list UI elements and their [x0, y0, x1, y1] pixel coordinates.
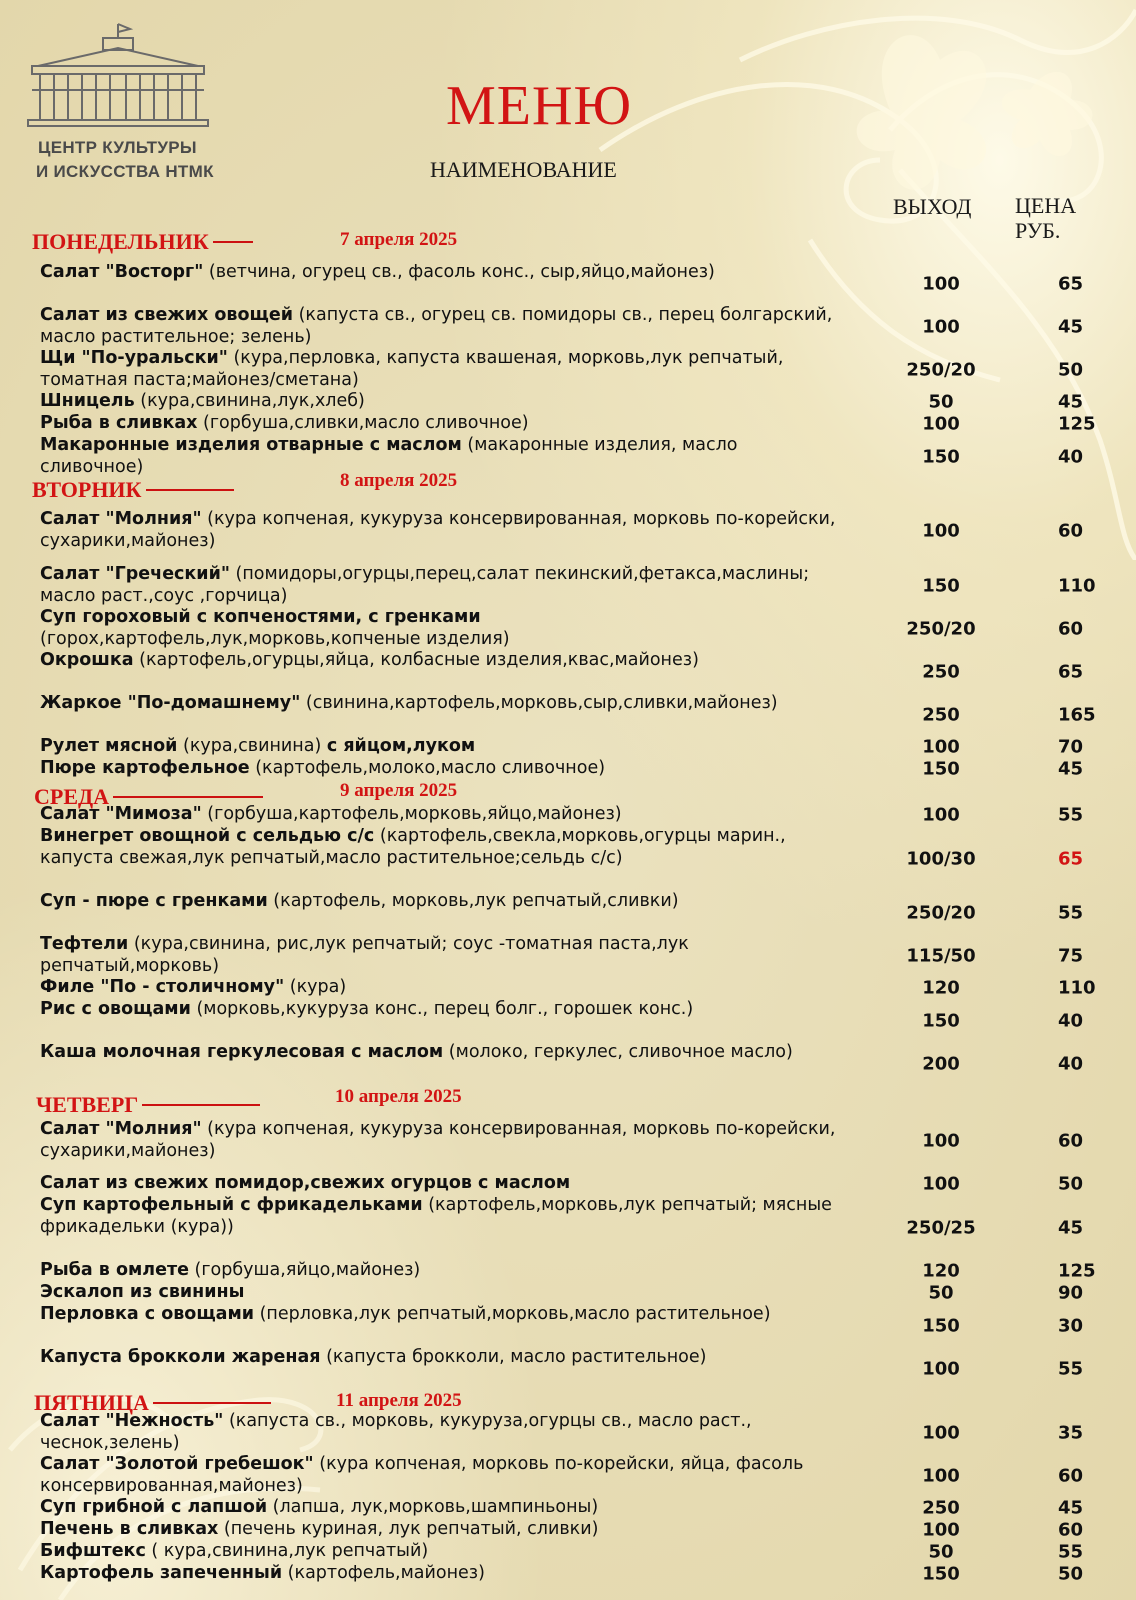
item-name: Рис с овощами: [40, 999, 191, 1019]
item-yield: 100: [922, 1357, 960, 1379]
item-price: 45: [1058, 1216, 1084, 1238]
item-price: 60: [1058, 1519, 1084, 1541]
item-ingredients: (картофель,молоко,масло сливочное): [249, 758, 606, 778]
item-yield: 120: [922, 1260, 960, 1282]
item-ingredients: (кура,перловка, капуста квашеная, морковь,лук репчатый, томатная паста;майонез/сметана): [40, 348, 784, 390]
divider: [146, 489, 234, 491]
item-name: Суп гороховый с копченостями, с гренками: [40, 607, 481, 627]
item-name: Салат "Нежность": [40, 1411, 224, 1431]
item-price: 35: [1058, 1421, 1084, 1443]
item-ingredients: (капуста брокколи, масло растительное): [320, 1347, 707, 1367]
item-yield: 100: [922, 804, 960, 826]
day-heading-monday: [32, 229, 253, 255]
menu-item: [40, 826, 1130, 891]
item-name: Пюре картофельное: [40, 758, 250, 778]
item-name: Капуста брокколи жареная: [40, 1347, 321, 1367]
item-price: 60: [1058, 1464, 1084, 1486]
item-ingredients: (макаронные изделия, масло сливочное): [40, 435, 738, 477]
menu-item: [40, 999, 1130, 1042]
price-column-header: [1015, 193, 1076, 243]
item-yield: 50: [928, 1541, 954, 1563]
day-name: ПЯТНИЦА: [34, 1390, 149, 1415]
item-name: Филе "По - столичному": [40, 977, 285, 997]
menu-item: [40, 934, 1130, 977]
menu-item: [40, 1195, 1130, 1260]
item-ingredients: (печень куриная, лук репчатый, сливки): [218, 1519, 599, 1539]
menu-item: [40, 564, 1130, 607]
item-ingredients: (кура,свинина): [177, 736, 327, 756]
item-yield: 150: [922, 574, 960, 596]
item-price: 50: [1058, 1563, 1084, 1585]
item-ingredients: (картофель, морковь,лук репчатый,сливки): [267, 891, 679, 911]
menu-item: [40, 650, 1130, 693]
item-price: 60: [1058, 1129, 1084, 1151]
day-name: ПОНЕДЕЛЬНИК: [32, 229, 209, 254]
item-price: 50: [1058, 1173, 1084, 1195]
menu-item: [40, 1454, 1130, 1497]
menu-item: [40, 262, 1130, 305]
item-price: 65: [1058, 660, 1084, 682]
menu-item: [40, 607, 1130, 650]
item-ingredients: (капуста св., морковь, кукуруза,огурцы св., масло раст., чеснок,зелень): [40, 1411, 752, 1453]
item-ingredients: (горох,картофель,лук,морковь,копченые изделия): [40, 628, 510, 649]
item-name-extra: с яйцом,луком: [326, 736, 476, 756]
menu-item: [40, 509, 1130, 552]
item-name: Суп - пюре с гренками: [40, 891, 268, 911]
item-ingredients: ( кура,свинина,лук репчатый): [145, 1541, 429, 1561]
item-yield: 150: [922, 758, 960, 780]
item-yield: 250/20: [906, 901, 976, 923]
day-date: 9 апреля 2025: [340, 780, 458, 801]
item-ingredients: (кура копченая, кукуруза консервированная, морковь по-корейски, сухарики,майонез): [40, 1119, 836, 1161]
day-name: СРЕДА: [34, 784, 110, 809]
menu-item: [40, 1119, 1130, 1162]
page-title: МЕНЮ: [446, 75, 632, 137]
item-name: Окрошка: [40, 650, 134, 670]
item-ingredients: (перловка,лук репчатый,морковь,масло растительное): [254, 1304, 771, 1324]
item-name: Рыба в сливках: [40, 413, 198, 433]
item-price: 125: [1058, 413, 1096, 435]
price-header-line1: ЦЕНА: [1015, 193, 1077, 218]
menu-item: [40, 891, 1130, 934]
menu-item: [40, 736, 1130, 758]
item-name: Тефтели: [40, 934, 129, 954]
day-date: 11 апреля 2025: [336, 1390, 462, 1411]
divider: [213, 241, 253, 243]
day-date: 7 апреля 2025: [340, 229, 458, 250]
theater-building-icon: [18, 20, 218, 130]
menu-item: [40, 305, 1130, 348]
day-name: ЧЕТВЕРГ: [36, 1092, 139, 1117]
item-yield: 100: [922, 413, 960, 435]
item-name: Рулет мясной: [40, 736, 178, 756]
item-ingredients: (молоко, геркулес, сливочное масло): [443, 1042, 793, 1062]
item-name: Макаронные изделия отварные с маслом: [40, 435, 462, 455]
item-name: Суп грибной с лапшой: [40, 1497, 268, 1517]
item-ingredients: (свинина,картофель,морковь,сыр,сливки,майонез): [300, 693, 778, 713]
item-price: 125: [1058, 1260, 1096, 1282]
menu-item: [40, 1519, 1130, 1541]
item-name: Шницель: [40, 391, 135, 411]
name-column-header: НАИМЕНОВАНИЕ: [430, 157, 617, 182]
day-heading-tuesday: [32, 477, 234, 503]
item-price: 50: [1058, 358, 1084, 380]
item-ingredients: (картофель,морковь,лук репчатый; мясные фрикадельки (кура)): [40, 1195, 832, 1237]
item-name: Салат "Восторг": [40, 262, 204, 282]
item-yield: 50: [928, 391, 954, 413]
menu-item: [40, 1497, 1130, 1519]
item-ingredients: (кура): [284, 977, 347, 997]
item-name: Салат "Молния": [40, 509, 202, 529]
item-name: Салат "Мимоза": [40, 804, 202, 824]
item-yield: 100: [922, 519, 960, 541]
menu-item: [40, 804, 1130, 826]
item-name: Картофель запеченный: [40, 1563, 283, 1583]
menu-item: [40, 1282, 1130, 1304]
item-price: 30: [1058, 1314, 1084, 1336]
item-ingredients: (кура копченая, кукуруза консервированная, морковь по-корейски, сухарики,майонез): [40, 509, 836, 551]
item-yield: 100: [922, 1464, 960, 1486]
item-name: Салат "Греческий": [40, 564, 230, 584]
item-yield: 115/50: [906, 944, 976, 966]
item-yield: 120: [922, 977, 960, 999]
item-yield: 200: [922, 1052, 960, 1074]
logo-text-line1: ЦЕНТР КУЛЬТУРЫ: [38, 138, 197, 157]
item-yield: 150: [922, 1009, 960, 1031]
item-price: 55: [1058, 1357, 1084, 1379]
day-heading-thursday: [36, 1092, 260, 1118]
item-name: Салат "Золотой гребешок": [40, 1454, 314, 1474]
menu-item: [40, 1173, 1130, 1195]
item-yield: 250: [922, 703, 960, 725]
item-yield: 250: [922, 660, 960, 682]
item-price: 45: [1058, 1497, 1084, 1519]
item-price: 45: [1058, 315, 1084, 337]
item-yield: 100: [922, 1421, 960, 1443]
menu-item: [40, 1042, 1130, 1085]
item-price: 55: [1058, 901, 1084, 923]
day-date: 10 апреля 2025: [335, 1086, 462, 1107]
menu-item: [40, 1260, 1130, 1282]
item-price: 65: [1058, 847, 1084, 869]
item-price: 165: [1058, 703, 1096, 725]
item-name: Суп картофельный с фрикадельками: [40, 1195, 423, 1215]
item-yield: 100: [922, 315, 960, 337]
item-name: Каша молочная геркулесовая с маслом: [40, 1042, 444, 1062]
menu-item: [40, 693, 1130, 736]
item-price: 60: [1058, 519, 1084, 541]
item-price: 70: [1058, 736, 1084, 758]
item-ingredients: (картофель,свекла,морковь,огурцы марин., капуста свежая,лук репчатый,масло растительное;сельдь с/с): [40, 826, 786, 868]
item-yield: 250/20: [906, 358, 976, 380]
item-price: 110: [1058, 574, 1096, 596]
divider: [142, 1104, 260, 1106]
menu-item: [40, 413, 1130, 435]
item-name: Винегрет овощной с сельдью с/с: [40, 826, 375, 846]
menu-item: [40, 348, 1130, 391]
item-ingredients: (горбуша,яйцо,майонез): [188, 1260, 421, 1280]
item-name: Перловка с овощами: [40, 1304, 255, 1324]
item-ingredients: (картофель,майонез): [282, 1563, 485, 1583]
menu-item: [40, 435, 1130, 478]
item-ingredients: (кура,свинина,лук,хлеб): [134, 391, 365, 411]
item-yield: 100: [922, 1129, 960, 1151]
menu-item: [40, 1347, 1130, 1390]
menu-item: [40, 1411, 1130, 1454]
day-date: 8 апреля 2025: [340, 470, 458, 491]
item-yield: 100: [922, 1519, 960, 1541]
item-ingredients: (морковь,кукуруза конс., перец болг., горошек конс.): [190, 999, 694, 1019]
day-name: ВТОРНИК: [32, 477, 142, 502]
item-ingredients: (картофель,огурцы,яйца, колбасные изделия,квас,майонез): [133, 650, 699, 670]
menu-item: [40, 758, 1130, 780]
menu-item: [40, 391, 1130, 413]
item-name: Щи "По-уральски": [40, 348, 228, 368]
item-ingredients: (ветчина, огурец св., фасоль конс., сыр,яйцо,майонез): [203, 262, 715, 282]
item-name: Салат из свежих помидор,свежих огурцов с маслом: [40, 1173, 571, 1193]
item-name: Салат "Молния": [40, 1119, 202, 1139]
item-price: 90: [1058, 1282, 1084, 1304]
item-price: 65: [1058, 272, 1084, 294]
item-price: 45: [1058, 758, 1084, 780]
item-name: Бифштекс: [40, 1541, 146, 1561]
item-name: Эскалоп из свинины: [40, 1282, 245, 1302]
menu-item: [40, 977, 1130, 999]
item-yield: 250/25: [906, 1216, 976, 1238]
item-name: Салат из свежих овощей: [40, 305, 294, 325]
item-price: 45: [1058, 391, 1084, 413]
item-ingredients: (капуста св., огурец св. помидоры св., перец болгарский, масло растительное; зелень): [40, 305, 833, 347]
item-yield: 150: [922, 445, 960, 467]
logo: [16, 20, 236, 190]
divider: [153, 1402, 271, 1404]
item-name: Печень в сливках: [40, 1519, 219, 1539]
item-ingredients: (горбуша,картофель,морковь,яйцо,майонез): [201, 804, 622, 824]
item-price: 55: [1058, 804, 1084, 826]
item-ingredients: (кура,свинина, рис,лук репчатый; соус -томатная паста,лук репчатый,морковь): [40, 934, 689, 976]
item-price: 55: [1058, 1541, 1084, 1563]
item-name: Жаркое "По-домашнему": [40, 693, 301, 713]
item-yield: 250: [922, 1497, 960, 1519]
divider: [113, 796, 263, 798]
item-yield: 100: [922, 272, 960, 294]
item-yield: 100: [922, 1173, 960, 1195]
logo-text-line2: И ИСКУССТВА НТМК: [36, 162, 214, 181]
item-yield: 150: [922, 1314, 960, 1336]
item-ingredients: (горбуша,сливки,масло сливочное): [197, 413, 529, 433]
menu-item: [40, 1304, 1130, 1347]
item-yield: 100: [922, 736, 960, 758]
item-yield: 50: [928, 1282, 954, 1304]
item-price: 40: [1058, 1052, 1084, 1074]
item-yield: 100/30: [906, 847, 976, 869]
menu-item: [40, 1541, 1130, 1563]
item-price: 40: [1058, 445, 1084, 467]
item-price: 60: [1058, 617, 1084, 639]
item-yield: 150: [922, 1563, 960, 1585]
item-price: 75: [1058, 944, 1084, 966]
menu-item: [40, 1563, 1130, 1585]
item-ingredients: (лапша, лук,морковь,шампиньоны): [267, 1497, 599, 1517]
yield-column-header: ВЫХОД: [893, 194, 972, 219]
item-name: Рыба в омлете: [40, 1260, 189, 1280]
item-yield: 250/20: [906, 617, 976, 639]
item-ingredients: (кура копченая, морковь по-корейски, яйца, фасоль консервированная,майонез): [40, 1454, 804, 1496]
item-price: 110: [1058, 977, 1096, 999]
item-ingredients: (помидоры,огурцы,перец,салат пекинский,фетакса,маслины; масло раст.,соус ,горчица): [40, 564, 810, 606]
price-header-line2: РУБ.: [1015, 218, 1061, 243]
item-price: 40: [1058, 1009, 1084, 1031]
